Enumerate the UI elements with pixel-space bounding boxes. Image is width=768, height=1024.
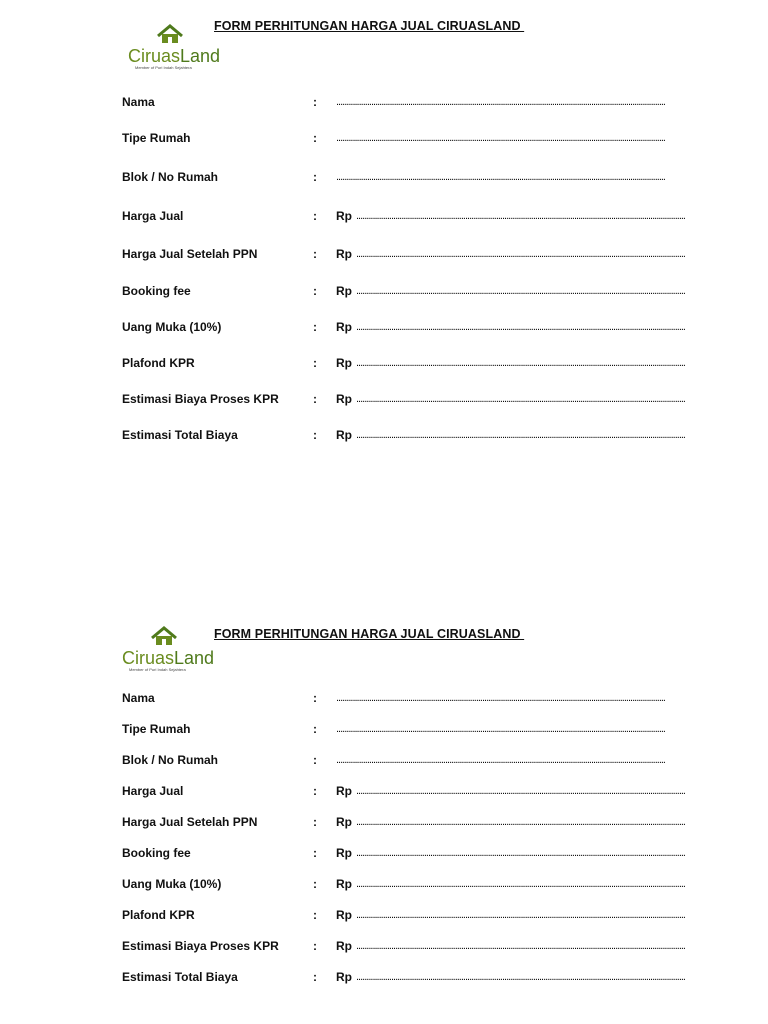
field-colon: : — [313, 815, 317, 829]
field-label: Booking fee — [122, 846, 191, 860]
fill-in-blank[interactable]: ................................................................................................................................................................ — [356, 285, 685, 297]
brand-name-a: Ciruas — [128, 46, 181, 66]
field-colon: : — [313, 939, 317, 953]
form-row — [0, 784, 768, 800]
field-colon: : — [313, 170, 317, 184]
form-row — [0, 95, 768, 111]
form-row — [0, 877, 768, 893]
currency-prefix: Rp — [336, 877, 352, 891]
currency-prefix: Rp — [336, 939, 352, 953]
field-label: Blok / No Rumah — [122, 753, 219, 767]
form-row — [0, 753, 768, 769]
form-row — [0, 284, 768, 300]
currency-prefix: Rp — [336, 908, 352, 922]
field-label: Estimasi Total Biaya — [122, 428, 238, 442]
field-colon: : — [313, 209, 317, 223]
currency-prefix: Rp — [336, 392, 352, 406]
currency-prefix: Rp — [336, 428, 352, 442]
currency-prefix: Rp — [336, 356, 352, 370]
svg-text:CiruasLand — [122, 648, 214, 668]
fill-in-blank[interactable]: ................................................................................................................................................................ — [356, 393, 685, 405]
field-colon: : — [313, 753, 317, 767]
field-label: Tipe Rumah — [122, 722, 191, 736]
fill-in-blank[interactable]: ................................................................................................................................................................ — [336, 171, 665, 183]
field-label: Harga Jual Setelah PPN — [122, 815, 258, 829]
field-label: Estimasi Biaya Proses KPR — [122, 939, 279, 953]
currency-prefix: Rp — [336, 247, 352, 261]
fill-in-blank[interactable]: ................................................................................................................................................................ — [336, 96, 665, 108]
form-row — [0, 356, 768, 372]
fill-in-blank[interactable]: ................................................................................................................................................................ — [356, 847, 685, 859]
field-colon: : — [313, 722, 317, 736]
field-colon: : — [313, 970, 317, 984]
field-colon: : — [313, 95, 317, 109]
field-colon: : — [313, 428, 317, 442]
field-label: Uang Muka (10%) — [122, 320, 222, 334]
field-colon: : — [313, 247, 317, 261]
currency-prefix: Rp — [336, 284, 352, 298]
form-row — [0, 722, 768, 738]
currency-prefix: Rp — [336, 970, 352, 984]
form-row — [0, 908, 768, 924]
fill-in-blank[interactable]: ................................................................................................................................................................ — [336, 132, 665, 144]
fill-in-blank[interactable]: ................................................................................................................................................................ — [356, 878, 685, 890]
fill-in-blank[interactable]: ................................................................................................................................................................ — [356, 940, 685, 952]
currency-prefix: Rp — [336, 209, 352, 223]
field-colon: : — [313, 691, 317, 705]
field-colon: : — [313, 356, 317, 370]
field-colon: : — [313, 392, 317, 406]
field-colon: : — [313, 908, 317, 922]
fill-in-blank[interactable]: ................................................................................................................................................................ — [356, 210, 685, 222]
form-row — [0, 392, 768, 408]
field-label: Plafond KPR — [122, 356, 195, 370]
house-roof-icon — [158, 26, 182, 43]
fill-in-blank[interactable]: ................................................................................................................................................................ — [356, 816, 685, 828]
field-colon: : — [313, 131, 317, 145]
house-roof-icon — [152, 628, 176, 645]
form-row — [0, 209, 768, 225]
fill-in-blank[interactable]: ................................................................................................................................................................ — [356, 321, 685, 333]
field-label: Plafond KPR — [122, 908, 195, 922]
fill-in-blank[interactable]: ................................................................................................................................................................ — [336, 754, 665, 766]
form-row — [0, 320, 768, 336]
field-colon: : — [313, 320, 317, 334]
fill-in-blank[interactable]: ................................................................................................................................................................ — [356, 429, 685, 441]
form-row — [0, 247, 768, 263]
currency-prefix: Rp — [336, 846, 352, 860]
field-label: Nama — [122, 691, 155, 705]
field-colon: : — [313, 784, 317, 798]
brand-name-a: Ciruas — [122, 648, 175, 668]
form-title: FORM PERHITUNGAN HARGA JUAL CIRUASLAND — [214, 19, 525, 33]
ciruasland-logo — [120, 624, 215, 674]
brand-name-b: Land — [180, 46, 221, 66]
ciruasland-logo — [126, 22, 221, 72]
field-label: Estimasi Total Biaya — [122, 970, 238, 984]
form-row — [0, 970, 768, 986]
form-title: FORM PERHITUNGAN HARGA JUAL CIRUASLAND — [214, 627, 525, 641]
currency-prefix: Rp — [336, 815, 352, 829]
field-label: Uang Muka (10%) — [122, 877, 222, 891]
currency-prefix: Rp — [336, 784, 352, 798]
field-colon: : — [313, 877, 317, 891]
field-label: Nama — [122, 95, 155, 109]
svg-text:CiruasLand — [128, 46, 220, 66]
brand-tagline: Member of Puri Indah Sejahtera — [129, 667, 186, 672]
form-row — [0, 131, 768, 147]
fill-in-blank[interactable]: ................................................................................................................................................................ — [336, 692, 665, 704]
fill-in-blank[interactable]: ................................................................................................................................................................ — [356, 357, 685, 369]
form-row — [0, 170, 768, 186]
fill-in-blank[interactable]: ................................................................................................................................................................ — [356, 248, 685, 260]
currency-prefix: Rp — [336, 320, 352, 334]
field-label: Harga Jual Setelah PPN — [122, 247, 258, 261]
field-colon: : — [313, 846, 317, 860]
fill-in-blank[interactable]: ................................................................................................................................................................ — [336, 723, 665, 735]
field-label: Estimasi Biaya Proses KPR — [122, 392, 279, 406]
fill-in-blank[interactable]: ................................................................................................................................................................ — [356, 785, 685, 797]
fill-in-blank[interactable]: ................................................................................................................................................................ — [356, 971, 685, 983]
form-row — [0, 939, 768, 955]
fill-in-blank[interactable]: ................................................................................................................................................................ — [356, 909, 685, 921]
form-row — [0, 691, 768, 707]
field-colon: : — [313, 284, 317, 298]
brand-name-b: Land — [174, 648, 215, 668]
form-row — [0, 846, 768, 862]
field-label: Booking fee — [122, 284, 191, 298]
brand-tagline: Member of Puri Indah Sejahtera — [135, 65, 192, 70]
form-row — [0, 428, 768, 444]
field-label: Blok / No Rumah — [122, 170, 219, 184]
field-label: Harga Jual — [122, 784, 184, 798]
field-label: Harga Jual — [122, 209, 184, 223]
field-label: Tipe Rumah — [122, 131, 191, 145]
form-row — [0, 815, 768, 831]
